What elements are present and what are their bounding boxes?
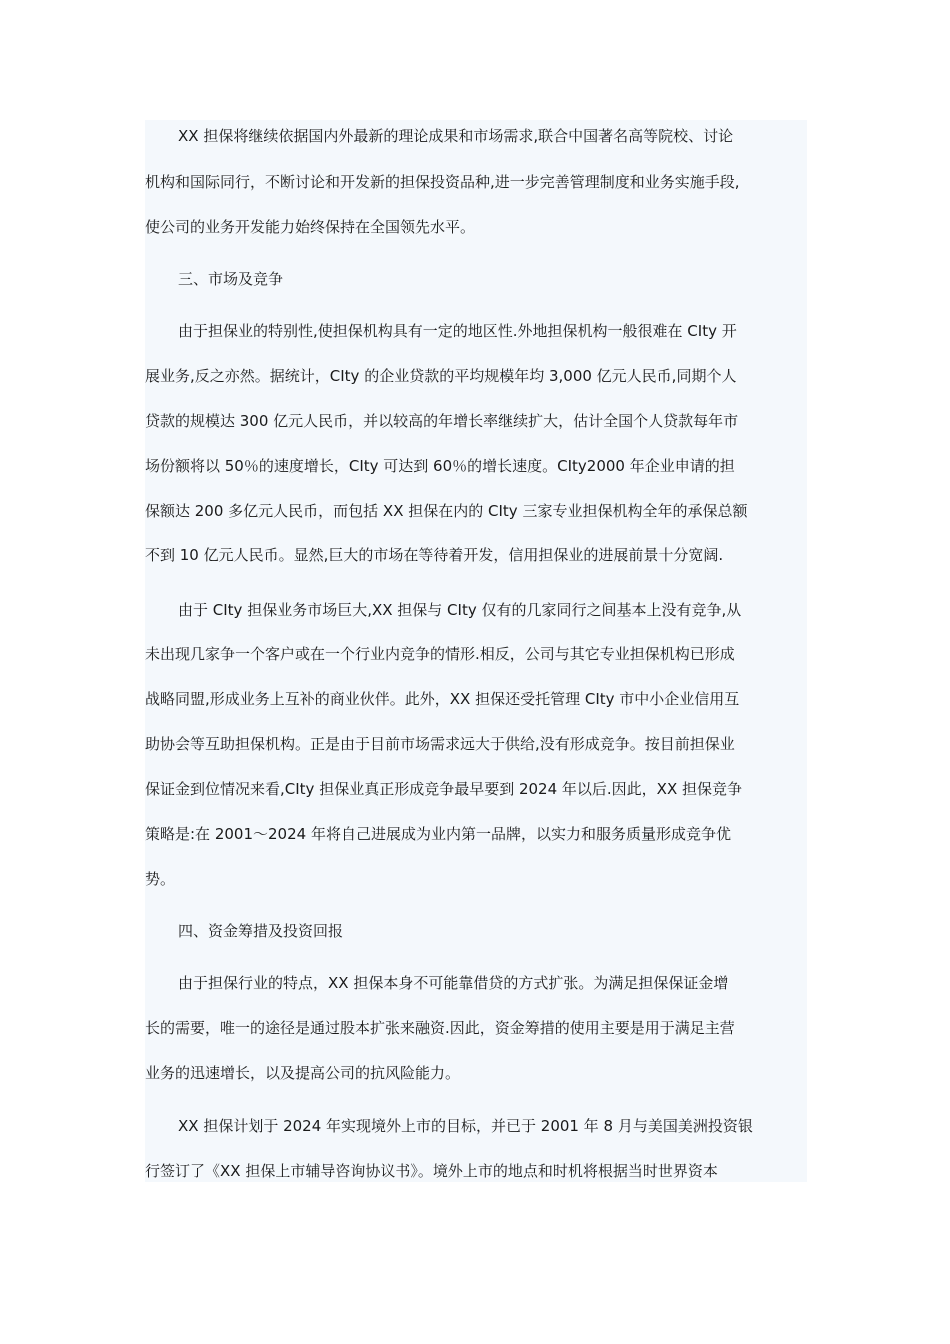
section-heading: 四、资金筹措及投资回报 [178,922,344,940]
paragraph-line: 行签订了《XX 担保上市辅导咨询协议书》。境外上市的地点和时机将根据当时世界资本 [145,1162,718,1180]
paragraph-line: 由于 CIty 担保业务市场巨大,XX 担保与 CIty 仅有的几家同行之间基本上没有竞争,从 [178,601,742,619]
paragraph-line: XX 担保计划于 2024 年实现境外上市的目标，并已于 2001 年 8 月与美国美洲投资银 [178,1117,753,1135]
paragraph-line: 场份额将以 50％的速度增长，CIty 可达到 60％的增长速度。CIty2000 年企业申请的担 [145,457,735,475]
paragraph-line: 由于担保业的特别性,使担保机构具有一定的地区性.外地担保机构一般很难在 CIty 开 [178,322,737,340]
document-body [145,120,807,1182]
paragraph-line: 展业务,反之亦然。据统计，CIty 的企业贷款的平均规模年均 3,000 亿元人民币,同期个人 [145,367,737,385]
paragraph-line: 势。 [145,870,176,888]
paragraph-line: 不到 10 亿元人民币。显然,巨大的市场在等待着开发，信用担保业的进展前景十分宽阔. [145,546,724,564]
paragraph-line: 策略是:在 2001～2024 年将自己进展成为业内第一品牌，以实力和服务质量形成竞争优 [145,825,731,843]
paragraph-line: 由于担保行业的特点，XX 担保本身不可能靠借贷的方式扩张。为满足担保保证金增 [178,974,729,992]
paragraph-line: 未出现几家争一个客户或在一个行业内竞争的情形.相反，公司与其它专业担保机构已形成 [145,645,735,663]
paragraph-line: 长的需要，唯一的途径是通过股本扩张来融资.因此，资金筹措的使用主要是用于满足主营 [145,1019,735,1037]
paragraph-line: 战略同盟,形成业务上互补的商业伙伴。此外，XX 担保还受托管理 CIty 市中小企业信用互 [145,690,740,708]
paragraph-line: 保证金到位情况来看,CIty 担保业真正形成竞争最早要到 2024 年以后.因此，XX 担保竞争 [145,780,742,798]
paragraph-line: 使公司的业务开发能力始终保持在全国领先水平。 [145,218,476,236]
paragraph-line: 业务的迅速增长，以及提高公司的抗风险能力。 [145,1064,461,1082]
paragraph-line: 保额达 200 多亿元人民币，而包括 XX 担保在内的 CIty 三家专业担保机构全年的承保总额 [145,502,748,520]
paragraph-line: 贷款的规模达 300 亿元人民币，并以较高的年增长率继续扩大，估计全国个人贷款每年市 [145,412,739,430]
paragraph-line: 机构和国际同行，不断讨论和开发新的担保投资品种,进一步完善管理制度和业务实施手段, [145,173,740,191]
paragraph-line: XX 担保将继续依据国内外最新的理论成果和市场需求,联合中国著名高等院校、讨论 [178,127,734,145]
section-heading: 三、市场及竞争 [178,270,284,288]
paragraph-line: 助协会等互助担保机构。正是由于目前市场需求远大于供给,没有形成竞争。按目前担保业 [145,735,735,753]
